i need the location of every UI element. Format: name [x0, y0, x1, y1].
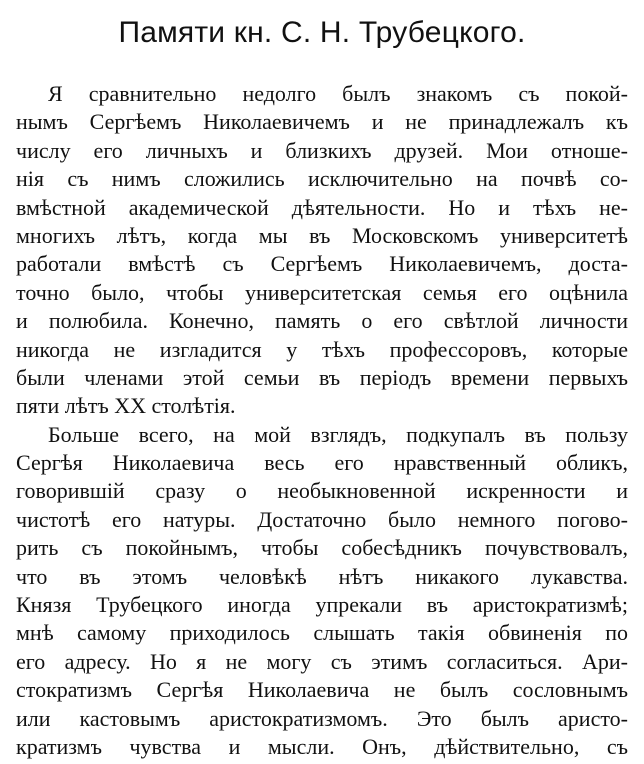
- text-line: кратизмъ чувства и мысли. Онъ, дѣйствительно, съ: [16, 733, 628, 759]
- text-line: чистотѣ его натуры. Достаточно было немного погово-: [16, 506, 628, 532]
- text-line: Князя Трубецкого иногда упрекали въ аристократизмѣ;: [16, 592, 628, 618]
- text-line: что въ этомъ человѣкѣ нѣтъ никакого лукавства.: [16, 563, 628, 589]
- text-line: никогда не изгладится у тѣхъ профессоровъ, которые: [16, 336, 628, 362]
- text-line: многихъ лѣтъ, когда мы въ Московскомъ университетѣ: [16, 222, 628, 248]
- text-line: были членами этой семьи въ періодъ времени первыхъ: [16, 364, 628, 390]
- text-line: пяти лѣтъ XX столѣтія.: [16, 393, 236, 419]
- text-line: нымъ Сергѣемъ Николаевичемъ и не принадлежалъ къ: [16, 109, 628, 135]
- text-line: и полюбила. Конечно, память о его свѣтлой личности: [16, 308, 628, 334]
- article-body: [16, 80, 628, 761]
- text-line: мнѣ самому приходилось слышать такія обвиненія по: [16, 620, 628, 646]
- text-line: нія съ нимъ сложились исключительно на почвѣ со-: [16, 166, 628, 192]
- text-line: стократизмъ Сергѣя Николаевича не былъ сословнымъ: [16, 677, 628, 703]
- text-line: его адресу. Но я не могу съ этимъ согласиться. Ари-: [16, 648, 628, 674]
- text-line: Сергѣя Николаевича весь его нравственный обликъ,: [16, 450, 628, 476]
- text-line: числу его личныхъ и близкихъ друзей. Мои отноше-: [16, 137, 628, 163]
- text-line: или кастовымъ аристократизмомъ. Это былъ аристо-: [16, 705, 628, 731]
- article-title: Памяти кн. С. Н. Трубецкого.: [118, 16, 526, 49]
- text-line: рить съ покойнымъ, чтобы собесѣдникъ почувствовалъ,: [16, 535, 628, 561]
- text-line: работали вмѣстѣ съ Сергѣемъ Николаевичемъ, доста-: [16, 251, 628, 277]
- text-line: Больше всего, на мой взглядъ, подкупалъ въ пользу: [48, 421, 628, 447]
- text-line: говорившій сразу о необыкновенной искренности и: [16, 478, 628, 504]
- text-line: Я сравнительно недолго былъ знакомъ съ покой-: [48, 81, 628, 106]
- text-line: вмѣстной академической дѣятельности. Но и тѣхъ не-: [16, 194, 628, 220]
- text-line: точно было, чтобы университетская семья его оцѣнила: [16, 279, 628, 305]
